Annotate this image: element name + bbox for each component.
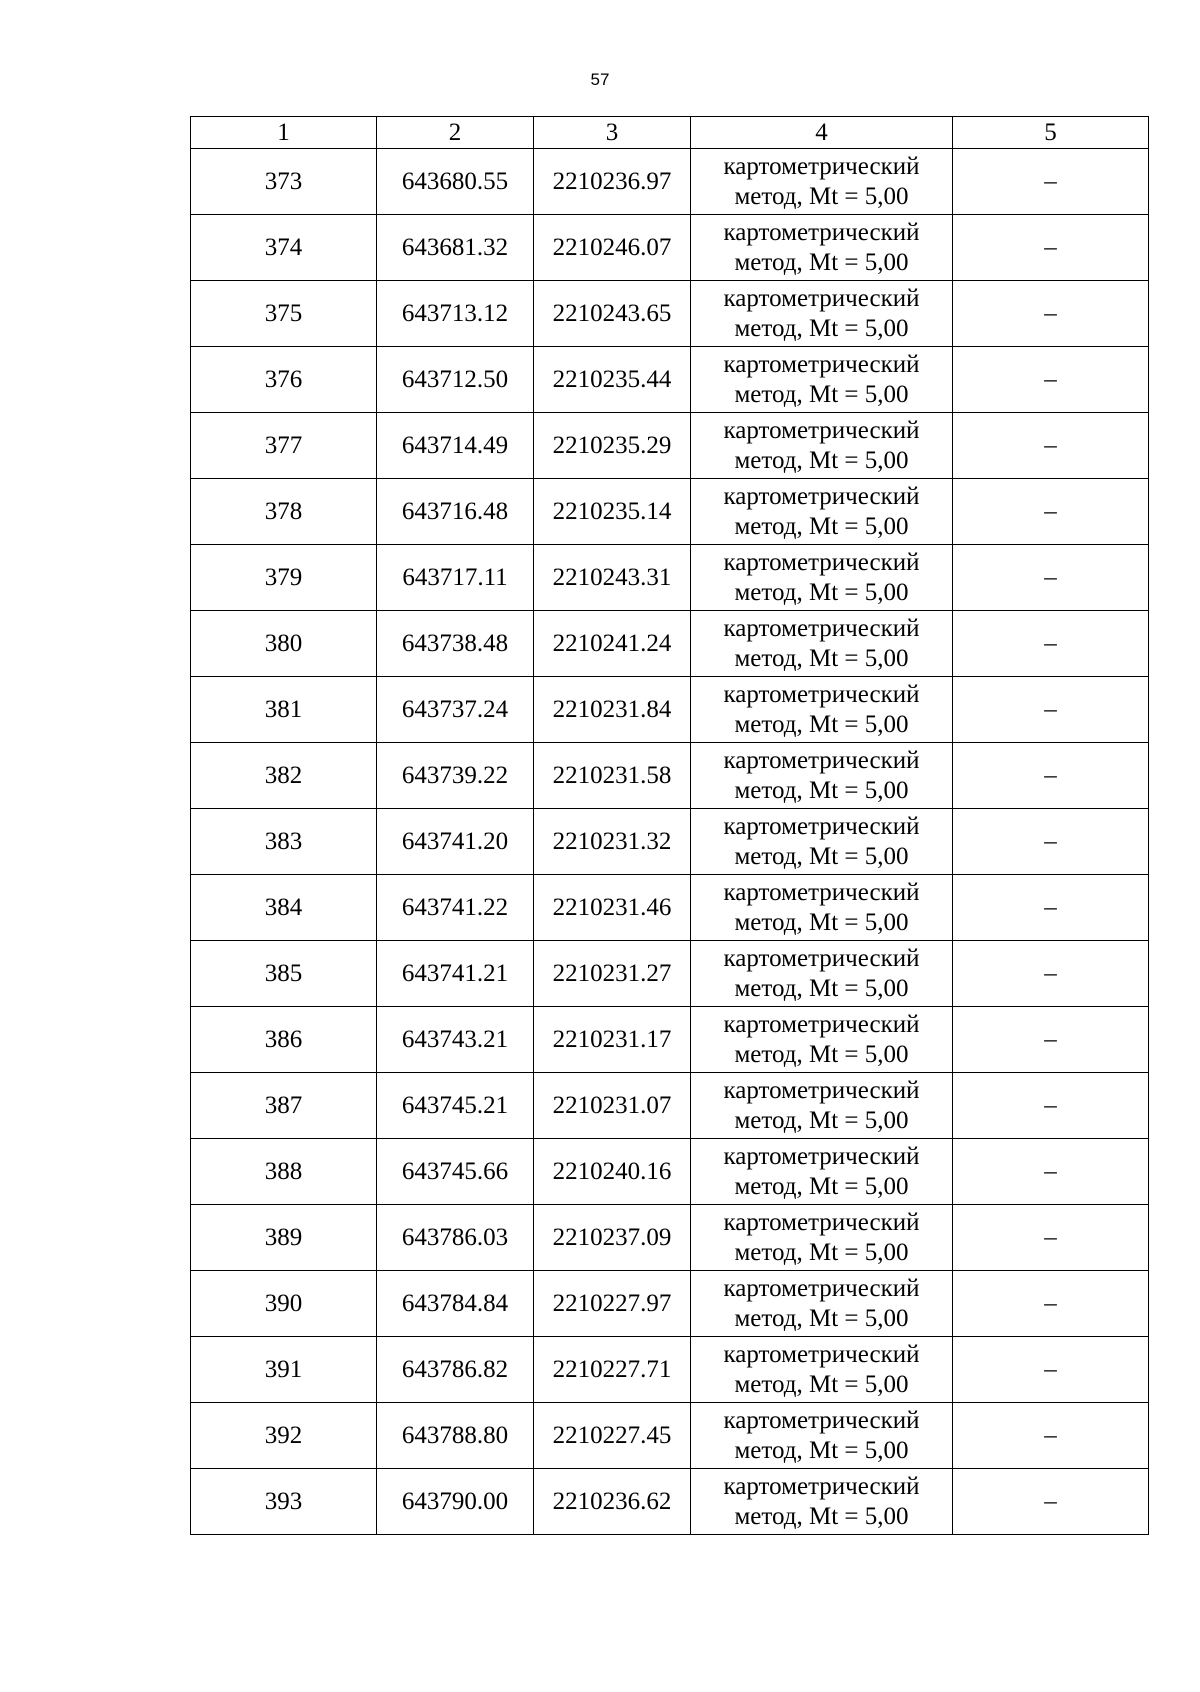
method-line-2: метод, Mt = 5,00 bbox=[734, 314, 909, 342]
table-row bbox=[191, 215, 1149, 281]
point-number-cell: 378 bbox=[191, 479, 377, 545]
method-cell bbox=[691, 809, 953, 875]
method-cell bbox=[691, 215, 953, 281]
method-line-2: метод, Mt = 5,00 bbox=[734, 1436, 909, 1464]
method-cell bbox=[691, 413, 953, 479]
method-line-1: картометрический bbox=[723, 1010, 920, 1038]
y-coordinate-cell: 2210236.62 bbox=[534, 1469, 691, 1535]
x-coordinate-cell: 643680.55 bbox=[377, 149, 534, 215]
method-cell bbox=[691, 611, 953, 677]
column-5-cell: – bbox=[953, 743, 1149, 809]
header-col-3: 3 bbox=[534, 117, 691, 149]
y-coordinate-cell: 2210243.31 bbox=[534, 545, 691, 611]
column-5-cell: – bbox=[953, 941, 1149, 1007]
x-coordinate-cell: 643737.24 bbox=[377, 677, 534, 743]
table-row bbox=[191, 677, 1149, 743]
method-line-2: метод, Mt = 5,00 bbox=[734, 776, 909, 804]
y-coordinate-cell: 2210227.97 bbox=[534, 1271, 691, 1337]
table-row bbox=[191, 545, 1149, 611]
method-line-2: метод, Mt = 5,00 bbox=[734, 248, 909, 276]
method-line-1: картометрический bbox=[723, 1472, 920, 1500]
header-row bbox=[191, 117, 1149, 149]
x-coordinate-cell: 643745.66 bbox=[377, 1139, 534, 1205]
column-5-cell: – bbox=[953, 1337, 1149, 1403]
point-number-cell: 392 bbox=[191, 1403, 377, 1469]
method-line-2: метод, Mt = 5,00 bbox=[734, 908, 909, 936]
method-line-1: картометрический bbox=[723, 548, 920, 576]
header-col-4: 4 bbox=[691, 117, 953, 149]
point-number-cell: 389 bbox=[191, 1205, 377, 1271]
method-line-2: метод, Mt = 5,00 bbox=[734, 974, 909, 1002]
x-coordinate-cell: 643717.11 bbox=[377, 545, 534, 611]
column-5-cell: – bbox=[953, 281, 1149, 347]
x-coordinate-cell: 643714.49 bbox=[377, 413, 534, 479]
method-line-1: картометрический bbox=[723, 1340, 920, 1368]
method-cell bbox=[691, 875, 953, 941]
x-coordinate-cell: 643712.50 bbox=[377, 347, 534, 413]
table-row bbox=[191, 809, 1149, 875]
method-line-1: картометрический bbox=[723, 152, 920, 180]
table-row bbox=[191, 281, 1149, 347]
table-row bbox=[191, 347, 1149, 413]
table-row bbox=[191, 1205, 1149, 1271]
column-5-cell: – bbox=[953, 1073, 1149, 1139]
point-number-cell: 379 bbox=[191, 545, 377, 611]
y-coordinate-cell: 2210240.16 bbox=[534, 1139, 691, 1205]
y-coordinate-cell: 2210243.65 bbox=[534, 281, 691, 347]
point-number-cell: 390 bbox=[191, 1271, 377, 1337]
page-number: 57 bbox=[590, 70, 610, 89]
y-coordinate-cell: 2210231.17 bbox=[534, 1007, 691, 1073]
column-5-cell: – bbox=[953, 347, 1149, 413]
method-line-1: картометрический bbox=[723, 416, 920, 444]
method-line-1: картометрический bbox=[723, 878, 920, 906]
table-row bbox=[191, 875, 1149, 941]
method-line-1: картометрический bbox=[723, 1274, 920, 1302]
point-number-cell: 377 bbox=[191, 413, 377, 479]
column-5-cell: – bbox=[953, 479, 1149, 545]
table-body bbox=[191, 149, 1149, 1535]
table-row bbox=[191, 743, 1149, 809]
y-coordinate-cell: 2210235.14 bbox=[534, 479, 691, 545]
method-line-2: метод, Mt = 5,00 bbox=[734, 1172, 909, 1200]
column-5-cell: – bbox=[953, 1205, 1149, 1271]
method-line-2: метод, Mt = 5,00 bbox=[734, 1040, 909, 1068]
method-cell bbox=[691, 347, 953, 413]
x-coordinate-cell: 643716.48 bbox=[377, 479, 534, 545]
method-line-2: метод, Mt = 5,00 bbox=[734, 644, 909, 672]
y-coordinate-cell: 2210237.09 bbox=[534, 1205, 691, 1271]
column-5-cell: – bbox=[953, 149, 1149, 215]
point-number-cell: 380 bbox=[191, 611, 377, 677]
point-number-cell: 382 bbox=[191, 743, 377, 809]
column-5-cell: – bbox=[953, 1007, 1149, 1073]
method-line-2: метод, Mt = 5,00 bbox=[734, 1106, 909, 1134]
column-5-cell: – bbox=[953, 1403, 1149, 1469]
method-line-1: картометрический bbox=[723, 614, 920, 642]
point-number-cell: 376 bbox=[191, 347, 377, 413]
point-number-cell: 375 bbox=[191, 281, 377, 347]
method-line-1: картометрический bbox=[723, 350, 920, 378]
y-coordinate-cell: 2210236.97 bbox=[534, 149, 691, 215]
method-cell bbox=[691, 1205, 953, 1271]
x-coordinate-cell: 643745.21 bbox=[377, 1073, 534, 1139]
method-cell bbox=[691, 1007, 953, 1073]
column-5-cell: – bbox=[953, 545, 1149, 611]
table-row bbox=[191, 1073, 1149, 1139]
y-coordinate-cell: 2210241.24 bbox=[534, 611, 691, 677]
method-line-2: метод, Mt = 5,00 bbox=[734, 1370, 909, 1398]
method-cell bbox=[691, 677, 953, 743]
method-line-1: картометрический bbox=[723, 680, 920, 708]
column-5-cell: – bbox=[953, 677, 1149, 743]
column-5-cell: – bbox=[953, 1139, 1149, 1205]
point-number-cell: 385 bbox=[191, 941, 377, 1007]
table-row bbox=[191, 479, 1149, 545]
x-coordinate-cell: 643739.22 bbox=[377, 743, 534, 809]
method-cell bbox=[691, 149, 953, 215]
header-col-1: 1 bbox=[191, 117, 377, 149]
method-cell bbox=[691, 1403, 953, 1469]
table-row bbox=[191, 1007, 1149, 1073]
method-line-2: метод, Mt = 5,00 bbox=[734, 842, 909, 870]
y-coordinate-cell: 2210231.07 bbox=[534, 1073, 691, 1139]
table-row bbox=[191, 413, 1149, 479]
point-number-cell: 373 bbox=[191, 149, 377, 215]
x-coordinate-cell: 643741.21 bbox=[377, 941, 534, 1007]
method-line-1: картометрический bbox=[723, 944, 920, 972]
x-coordinate-cell: 643786.82 bbox=[377, 1337, 534, 1403]
coordinates-table bbox=[190, 116, 1149, 1535]
x-coordinate-cell: 643790.00 bbox=[377, 1469, 534, 1535]
y-coordinate-cell: 2210231.84 bbox=[534, 677, 691, 743]
table-row bbox=[191, 611, 1149, 677]
y-coordinate-cell: 2210231.46 bbox=[534, 875, 691, 941]
method-line-2: метод, Mt = 5,00 bbox=[734, 710, 909, 738]
method-line-1: картометрический bbox=[723, 1076, 920, 1104]
column-5-cell: – bbox=[953, 1271, 1149, 1337]
method-line-2: метод, Mt = 5,00 bbox=[734, 380, 909, 408]
table-row bbox=[191, 1403, 1149, 1469]
x-coordinate-cell: 643681.32 bbox=[377, 215, 534, 281]
column-5-cell: – bbox=[953, 611, 1149, 677]
point-number-cell: 393 bbox=[191, 1469, 377, 1535]
table-row bbox=[191, 1271, 1149, 1337]
method-line-1: картометрический bbox=[723, 812, 920, 840]
method-line-2: метод, Mt = 5,00 bbox=[734, 578, 909, 606]
table-row bbox=[191, 1337, 1149, 1403]
method-cell bbox=[691, 1139, 953, 1205]
x-coordinate-cell: 643713.12 bbox=[377, 281, 534, 347]
method-line-2: метод, Mt = 5,00 bbox=[734, 182, 909, 210]
method-cell bbox=[691, 1337, 953, 1403]
method-line-1: картометрический bbox=[723, 284, 920, 312]
x-coordinate-cell: 643738.48 bbox=[377, 611, 534, 677]
method-cell bbox=[691, 1271, 953, 1337]
column-5-cell: – bbox=[953, 1469, 1149, 1535]
point-number-cell: 374 bbox=[191, 215, 377, 281]
point-number-cell: 381 bbox=[191, 677, 377, 743]
method-cell bbox=[691, 545, 953, 611]
x-coordinate-cell: 643741.20 bbox=[377, 809, 534, 875]
method-line-2: метод, Mt = 5,00 bbox=[734, 512, 909, 540]
method-cell bbox=[691, 1073, 953, 1139]
x-coordinate-cell: 643784.84 bbox=[377, 1271, 534, 1337]
y-coordinate-cell: 2210235.44 bbox=[534, 347, 691, 413]
header-col-5: 5 bbox=[953, 117, 1149, 149]
point-number-cell: 387 bbox=[191, 1073, 377, 1139]
y-coordinate-cell: 2210231.32 bbox=[534, 809, 691, 875]
method-cell bbox=[691, 1469, 953, 1535]
y-coordinate-cell: 2210231.58 bbox=[534, 743, 691, 809]
point-number-cell: 384 bbox=[191, 875, 377, 941]
method-line-1: картометрический bbox=[723, 218, 920, 246]
y-coordinate-cell: 2210235.29 bbox=[534, 413, 691, 479]
method-line-1: картометрический bbox=[723, 746, 920, 774]
method-cell bbox=[691, 743, 953, 809]
table-row bbox=[191, 941, 1149, 1007]
point-number-cell: 386 bbox=[191, 1007, 377, 1073]
x-coordinate-cell: 643786.03 bbox=[377, 1205, 534, 1271]
y-coordinate-cell: 2210231.27 bbox=[534, 941, 691, 1007]
method-line-2: метод, Mt = 5,00 bbox=[734, 1238, 909, 1266]
header-col-2: 2 bbox=[377, 117, 534, 149]
method-line-1: картометрический bbox=[723, 482, 920, 510]
y-coordinate-cell: 2210227.71 bbox=[534, 1337, 691, 1403]
method-cell bbox=[691, 479, 953, 545]
method-cell bbox=[691, 281, 953, 347]
table-row bbox=[191, 1469, 1149, 1535]
y-coordinate-cell: 2210246.07 bbox=[534, 215, 691, 281]
x-coordinate-cell: 643741.22 bbox=[377, 875, 534, 941]
table-header bbox=[191, 117, 1149, 149]
x-coordinate-cell: 643743.21 bbox=[377, 1007, 534, 1073]
point-number-cell: 383 bbox=[191, 809, 377, 875]
method-line-2: метод, Mt = 5,00 bbox=[734, 1304, 909, 1332]
method-line-1: картометрический bbox=[723, 1406, 920, 1434]
method-line-2: метод, Mt = 5,00 bbox=[734, 1502, 909, 1530]
table-row bbox=[191, 149, 1149, 215]
method-line-1: картометрический bbox=[723, 1142, 920, 1170]
x-coordinate-cell: 643788.80 bbox=[377, 1403, 534, 1469]
point-number-cell: 391 bbox=[191, 1337, 377, 1403]
method-line-1: картометрический bbox=[723, 1208, 920, 1236]
column-5-cell: – bbox=[953, 215, 1149, 281]
method-cell bbox=[691, 941, 953, 1007]
method-line-2: метод, Mt = 5,00 bbox=[734, 446, 909, 474]
point-number-cell: 388 bbox=[191, 1139, 377, 1205]
y-coordinate-cell: 2210227.45 bbox=[534, 1403, 691, 1469]
table-row bbox=[191, 1139, 1149, 1205]
column-5-cell: – bbox=[953, 809, 1149, 875]
column-5-cell: – bbox=[953, 875, 1149, 941]
column-5-cell: – bbox=[953, 413, 1149, 479]
